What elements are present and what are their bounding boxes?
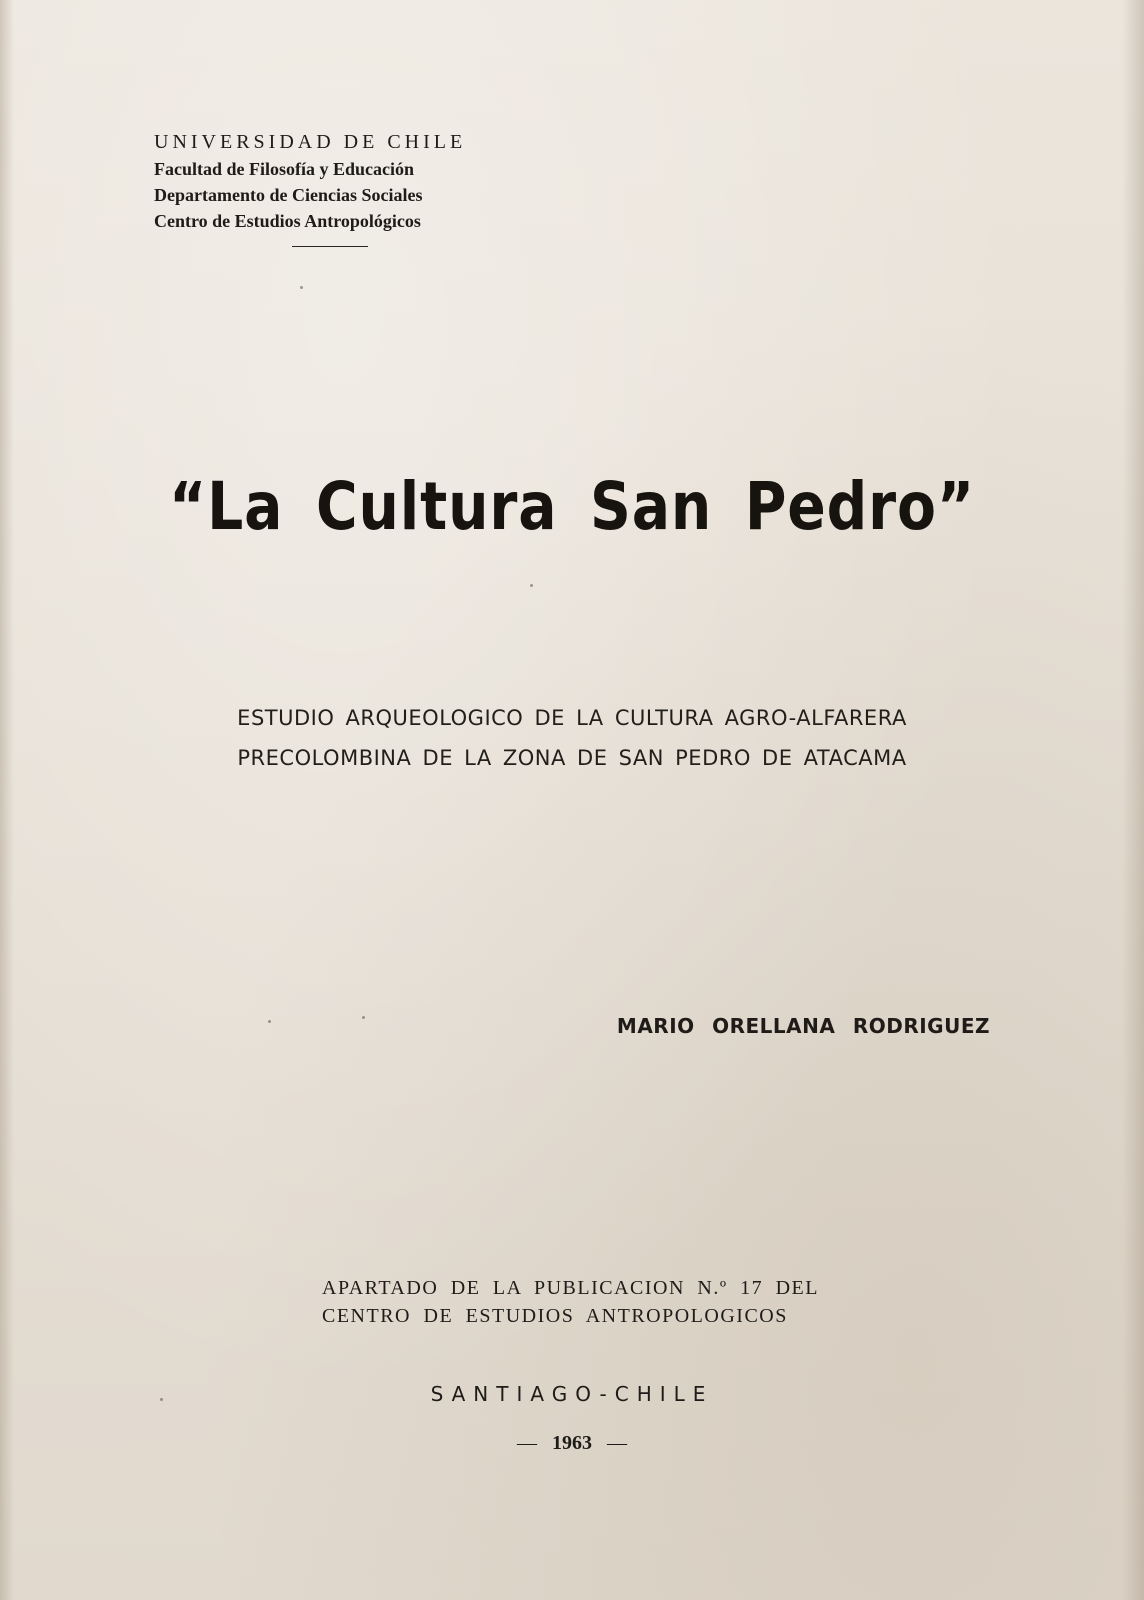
- paper-speck: [362, 1016, 365, 1019]
- subtitle-line-2: PRECOLOMBINA DE LA ZONA DE SAN PEDRO DE ATACAMA: [237, 746, 907, 770]
- paper-speck: [300, 286, 303, 289]
- publication-line-1: APARTADO DE LA PUBLICACION N.º 17 DEL: [322, 1277, 819, 1299]
- paper-speck: [530, 584, 533, 587]
- department-name: Departamento de Ciencias Sociales: [154, 185, 423, 205]
- subtitle-line-1: ESTUDIO ARQUEOLOGICO DE LA CULTURA AGRO-ALFARERA: [237, 706, 907, 730]
- dash-right: —: [607, 1432, 627, 1454]
- dash-left: —: [517, 1432, 537, 1454]
- university-name: UNIVERSIDAD DE CHILE: [154, 131, 467, 153]
- publication-line-2: CENTRO DE ESTUDIOS ANTROPOLOGICOS: [322, 1305, 788, 1327]
- page-edge-shadow-left: [0, 0, 14, 1600]
- faculty-name: Facultad de Filosofía y Educación: [154, 159, 415, 179]
- author-name: MARIO ORELLANA RODRIGUEZ: [616, 1014, 990, 1038]
- publication-place: SANTIAGO-CHILE: [430, 1382, 714, 1406]
- page-edge-shadow-right: [1122, 0, 1144, 1600]
- document-title: “La Cultura San Pedro”: [168, 468, 976, 545]
- institution-header: [154, 128, 510, 247]
- publication-note: [322, 1274, 842, 1330]
- publication-year: 1963: [552, 1432, 592, 1454]
- paper-speck: [268, 1020, 271, 1023]
- header-divider: [292, 246, 368, 247]
- center-name: Centro de Estudios Antropológicos: [154, 211, 421, 231]
- publication-year-line: [0, 1432, 1144, 1455]
- document-subtitle: [0, 698, 1144, 778]
